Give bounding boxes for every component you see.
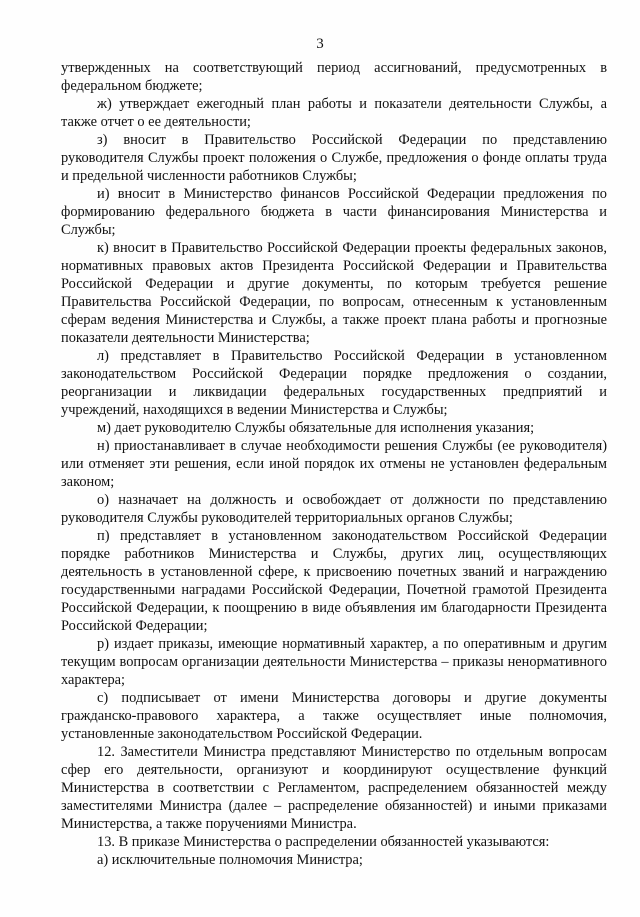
- page-number: 3: [316, 36, 324, 52]
- paragraph-l: л) представляет в Правительство Российской Федерации в установленном законодательством Российской Федерации порядке предложения о создании, реорганизации и ликвидации федеральных государственных предприятий и учреждений, находящихся в ведении Министерства и Службы;: [61, 348, 607, 418]
- paragraph-k: к) вносит в Правительство Российской Федерации проекты федеральных законов, нормативных правовых актов Президента Российской Федерации и Правительства Российской Федерации и другие документы, по которым требуется решение Правительства Российской Федерации, по вопросам, отнесенным к установленным сферам ведения Министерства и Службы, а также проект плана работы и прогнозные показатели деятельности Министерства;: [61, 240, 607, 346]
- paragraph-m: м) дает руководителю Службы обязательные для исполнения указания;: [97, 420, 535, 436]
- paragraph-a: а) исключительные полномочия Министра;: [97, 852, 363, 868]
- paragraph-13: 13. В приказе Министерства о распределении обязанностей указываются:: [97, 834, 550, 850]
- paragraph-s: с) подписывает от имени Министерства договоры и другие документы гражданско-правового характера, а также осуществляет иные полномочия, установленные законодательством Российской Федерации.: [61, 690, 607, 742]
- paragraph-12: 12. Заместители Министра представляют Министерство по отдельным вопросам сфер его деятельности, организуют и координируют осуществление функций Министерства в соответствии с Регламентом, распределением обязанностей между заместителями Министра (далее – распределение обязанностей) и иными приказами Министерства, а также поручениями Министра.: [61, 744, 607, 832]
- paragraph-o: о) назначает на должность и освобождает от должности по представлению руководителя Службы руководителей территориальных органов Службы;: [61, 492, 607, 526]
- paragraph-continuation: утвержденных на соответствующий период ассигнований, предусмотренных в федеральном бюджете;: [61, 60, 607, 94]
- paragraph-zh: ж) утверждает ежегодный план работы и показатели деятельности Службы, а также отчет о ее деятельности;: [61, 96, 607, 130]
- paragraph-p: п) представляет в установленном законодательством Российской Федерации порядке работников Министерства и Службы, других лиц, осуществляющих деятельность в установленной сфере, к присвоению почетных званий и награждению государственными наградами Российской Федерации, Почетной грамотой Президента Российской Федерации, к поощрению в виде объявления им благодарности Президента Российской Федерации;: [61, 528, 607, 634]
- paragraph-n: н) приостанавливает в случае необходимости решения Службы (ее руководителя) или отменяет эти решения, если иной порядок их отмены не установлен федеральным законом;: [61, 438, 607, 490]
- document-body: [61, 59, 607, 869]
- paragraph-z: з) вносит в Правительство Российской Федерации по представлению руководителя Службы проект положения о Службе, предложения о фонде оплаты труда и предельной численности работников Службы;: [61, 132, 607, 184]
- paragraph-i: и) вносит в Министерство финансов Российской Федерации предложения по формированию федерального бюджета в части финансирования Министерства и Службы;: [61, 186, 607, 238]
- paragraph-r: р) издает приказы, имеющие нормативный характер, а по оперативным и другим текущим вопросам организации деятельности Министерства – приказы ненормативного характера;: [61, 636, 607, 688]
